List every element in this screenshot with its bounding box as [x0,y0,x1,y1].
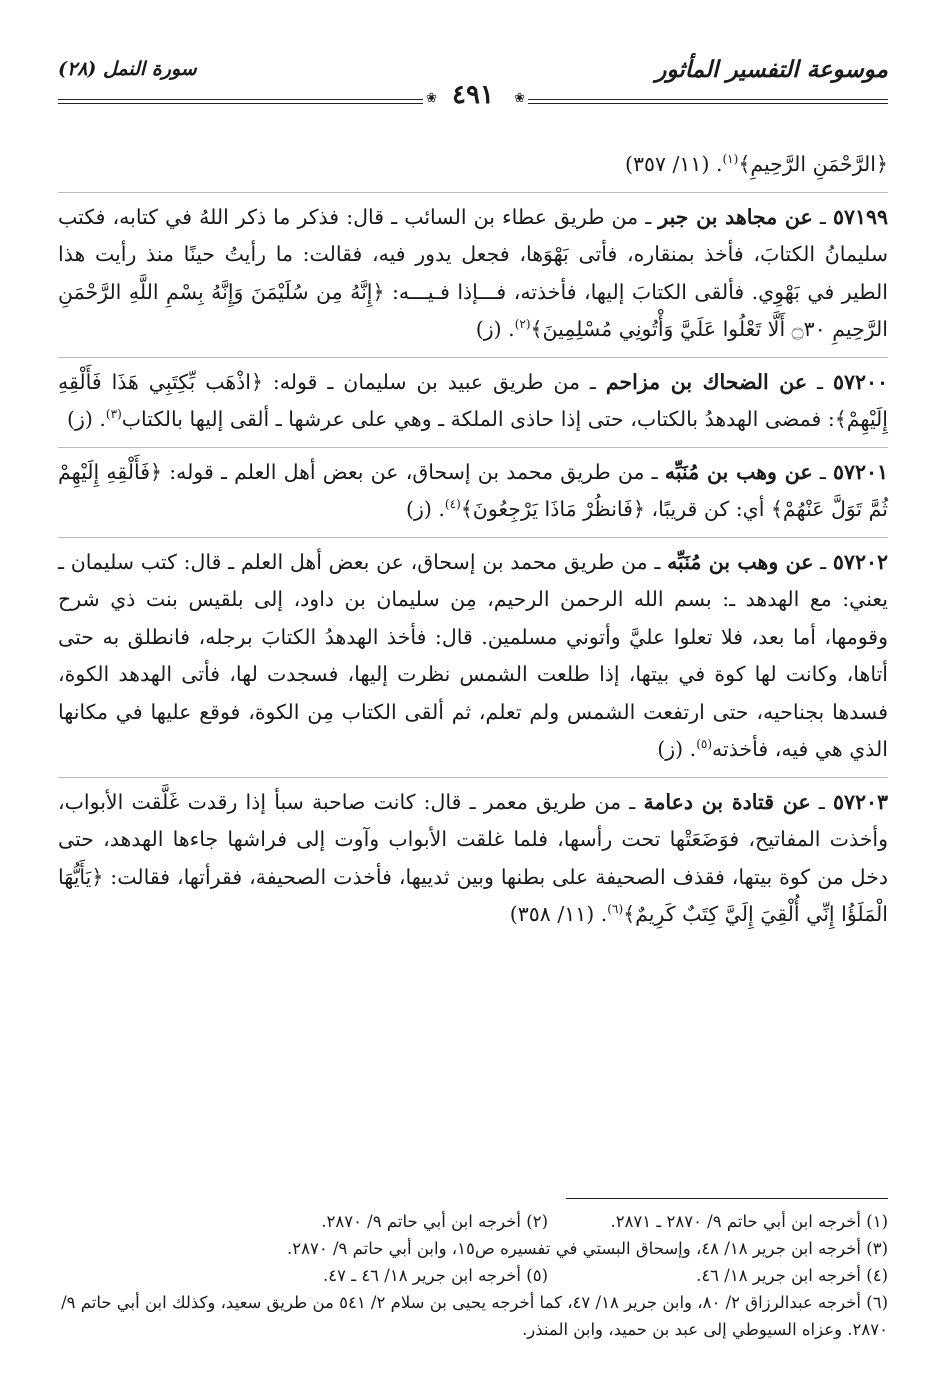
footnote-ref[interactable]: (١) [722,152,739,167]
paragraph-text: ـ من طريق عطاء بن السائب ـ قال: فذكر ما ذكر اللهُ في كتابه، فكتب سليمانُ الكتابَ، فأخذ بمنقاره، فأتى بَهْوَها، فجعل يدور فيه، فقالت: ما رأيتُ حينًا منذ رأيت هذا الطير في بَهْوِي. فألقى الكتابَ إليها، فأخذته، فـــإذا فـيـــه: ﴿إِنَّهُ مِن سُلَيْمَنَ وَإِنَّهُ بِسْمِ اللَّهِ الرَّحْمَنِ الرَّحِيمِ ۝٣٠ أَلَّا تَعْلُوا عَلَيَّ وَأْتُونِي مُسْلِمِينَ﴾ [58,204,888,341]
running-header [58,48,888,110]
paragraph: ٥٧٢٠٠ ـ عن الضحاك بن مزاحم ـ من طريق عبيد بن سليمان ـ قوله: ﴿اذْهَب بِّكِتَبِي هَذَا فَأَلْقِهِ إِلَيْهِمْ﴾: فمضى الهدهدُ بالكتاب، حتى إذا حاذى الملكة ـ وهي على عرشها ـ ألقى إليها بالكتاب$^{(٣)}$. (ز) [58,369,888,431]
divider [58,357,888,358]
divider [58,777,888,778]
reference: . (ز) [475,317,515,341]
footnote-ref[interactable]: (٤) [444,497,461,512]
footnotes [58,1208,888,1343]
book-title: موسوعة التفسير المأثور [655,56,888,83]
surah-title: سورة النمل (٢٨) [58,58,197,80]
narrator: عن مجاهد بن جبر [658,204,813,229]
narrator: عن وهب بن مُنَبِّه [667,549,814,574]
footnote-2: (٢) أخرجه ابن أبي حاتم ٩/ ٢٨٧٠. [321,1212,548,1231]
athar-number: ٥٧١٩٩ [832,204,889,229]
divider [58,192,888,193]
paragraph-text: ـ من طريق عبيد بن سليمان ـ قوله: ﴿اذْهَب بِّكِتَبِي هَذَا فَأَلْقِهِ إِلَيْهِمْ﴾: فمضى الهدهدُ بالكتاب، حتى إذا حاذى الملكة ـ وهي على عرشها ـ ألقى إليها بالكتاب [58,369,888,431]
reference: . (ز) [66,407,106,431]
reference: . (ز) [405,497,445,521]
narrator: عن وهب بن مُنَبِّه [664,459,813,484]
footnote-row [58,1262,888,1289]
divider [58,447,888,448]
athar-number: ٥٧٢٠١ [832,459,888,484]
paragraph: ٥٧٢٠١ ـ عن وهب بن مُنَبِّه ـ من طريق محمد بن إسحاق، عن بعض أهل العلم ـ قوله: ﴿فَأَلْقِهِ إِلَيْهِمْ ثُمَّ تَوَلَّ عَنْهُمْ﴾ أي: كن قريبًا، ﴿فَانظُرْ مَاذَا يَرْجِعُونَ﴾$^{(٤)}$. (ز) [58,459,888,521]
flower-ornament-icon: ❀ [514,91,525,106]
athar-number: ٥٧٢٠٣ [832,789,888,814]
paragraph [58,146,888,184]
footnote-ref[interactable]: (٦) [607,902,624,917]
narrator: عن قتادة بن دعامة [643,789,811,814]
paragraph: ٥٧١٩٩ ـ عن مجاهد بن جبر ـ من طريق عطاء بن السائب ـ قال: فذكر ما ذكر اللهُ في كتابه، فكتب سليمانُ الكتابَ، فأخذ بمنقاره، فأتى بَهْوَها، فجعل يدور فيه، فقالت: ما رأيتُ حينًا منذ رأيت هذا الطير في بَهْوِي. فألقى الكتابَ إليها، فأخذته، فـــإذا فـيـــه: ﴿إِنَّهُ مِن سُلَيْمَنَ وَإِنَّهُ بِسْمِ اللَّهِ الرَّحْمَنِ الرَّحِيمِ ۝٣٠ أَلَّا تَعْلُوا عَلَيَّ وَأْتُونِي مُسْلِمِينَ﴾$^{(٢)}$. (ز) [58,204,889,341]
narrator: عن الضحاك بن مزاحم [605,369,808,394]
reference: . (١١/ ٣٥٧) [624,152,723,176]
divider [58,537,888,538]
paragraph-text: ـ من طريق محمد بن إسحاق، عن بعض أهل العلم ـ قال: كتب سليمان ـ يعني: مع الهدهد ـ: بسم الله الرحمن الرحيم، مِن سليمان بن داود، إلى بلقيس بنت ذي شرح وقومها، أما بعد، فلا تعلوا عليَّ وأتوني مسلمين. قال: فأخذ الهدهدُ الكتابَ برجله، فانطلق به حتى أتاها، وكانت لها كوة في بيتها، إذا طلعت الشمس نظرت إليها، فسجدت لها، فأتى الهدهد الكوة، فسدها بجناحيه، حتى ارتفعت الشمس ولم تعلم، ثم ألقى الكتاب مِن الكوة، فوقع عليها في مكانها الذي هي فيه، فأخذته [58,549,888,761]
footnote-3: (٣) أخرجه ابن جرير ١٨/ ٤٨، وإسحاق البستي في تفسيره ص١٥، وابن أبي حاتم ٩/ ٢٨٧٠. [287,1239,888,1258]
footnote-6: (٦) أخرجه عبدالرزاق ٢/ ٨٠، وابن جرير ١٨/ ٤٧، كما أخرجه يحيى بن سلام ٢/ ٥٤١ من طريق سعيد، وكذلك ابن أبي حاتم ٩/ ٢٨٧٠. وعزاه السيوطي إلى عبد بن حميد، وابن المنذر. [61,1293,888,1339]
paragraph: ٥٧٢٠٣ ـ عن قتادة بن دعامة ـ من طريق معمر ـ قال: كانت صاحبة سبأ إذا رقدت غَلَّقت الأبواب، وأخذت المفاتيح، فوَضَعَتْها تحت رأسها، فلما غلقت الأبواب وآوت إلى فراشها جاءها الهدهد، حتى دخل من كوة بيتها، فقذف الصحيفة على بطنها وبين ثدييها، فأخذت الصحيفة، فقرأتها، فقالت: ﴿يَأَيُّهَا الْمَلَؤُا إِنِّي أُلْقِيَ إِلَيَّ كِتَبٌ كَرِيمٌ﴾$^{(٦)}$. (١١/ ٣٥٨) [58,789,888,926]
quran-verse: ﴿الرَّحْمَنِ الرَّحِيمِ﴾ [738,152,888,176]
footnote-5: (٥) أخرجه ابن جرير ١٨/ ٤٦ ـ ٤٧. [323,1266,548,1285]
footnote-rule [566,1198,888,1199]
athar-number: ٥٧٢٠٠ [832,369,888,394]
athar-number: ٥٧٢٠٢ [832,549,888,574]
paragraph-text: ـ من طريق محمد بن إسحاق، عن بعض أهل العلم ـ قوله: ﴿فَأَلْقِهِ إِلَيْهِمْ ثُمَّ تَوَلَّ عَنْهُمْ﴾ أي: كن قريبًا، ﴿فَانظُرْ مَاذَا يَرْجِعُونَ﴾ [58,459,888,521]
footnote-1: (١) أخرجه ابن أبي حاتم ٩/ ٢٨٧٠ ـ ٢٨٧١. [610,1212,888,1231]
page [58,48,888,110]
footnote-ref[interactable]: (٢) [514,317,531,332]
flower-ornament-icon: ❀ [426,91,437,106]
reference: . (١١/ ٣٥٨) [509,902,608,926]
footnote-ref[interactable]: (٣) [105,407,122,422]
reference: . (ز) [657,737,697,761]
paragraph: ٥٧٢٠٢ ـ عن وهب بن مُنَبِّه ـ من طريق محمد بن إسحاق، عن بعض أهل العلم ـ قال: كتب سليمان ـ يعني: مع الهدهد ـ: بسم الله الرحمن الرحيم، مِن سليمان بن داود، إلى بلقيس بنت ذي شرح وقومها، أما بعد، فلا تعلوا عليَّ وأتوني مسلمين. قال: فأخذ الهدهدُ الكتابَ برجله، فانطلق به حتى أتاها، وكانت لها كوة في بيتها، إذا طلعت الشمس نظرت إليها، فسجدت لها، فأتى الهدهد الكوة، فسدها بجناحيه، حتى ارتفعت الشمس ولم تعلم، ثم ألقى الكتاب مِن الكوة، فوقع عليها في مكانها الذي هي فيه، فأخذته$^{(٥)}$. (ز) [58,549,888,761]
page-number-bar [58,80,888,112]
page-number: ٤٩١ [452,80,494,110]
footnote-4: (٤) أخرجه ابن جرير ١٨/ ٤٦. [696,1266,888,1285]
main-text [58,146,888,934]
footnote-row [58,1208,888,1235]
footnote-ref[interactable]: (٥) [696,737,713,752]
header-rule-left [58,99,423,104]
paragraph-text: ـ من طريق معمر ـ قال: كانت صاحبة سبأ إذا رقدت غَلَّقت الأبواب، وأخذت المفاتيح، فوَضَعَتْها تحت رأسها، فلما غلقت الأبواب وآوت إلى فراشها جاءها الهدهد، حتى دخل من كوة بيتها، فقذف الصحيفة على بطنها وبين ثدييها، فأخذت الصحيفة، فقرأتها، فقالت: ﴿يَأَيُّهَا الْمَلَؤُا إِنِّي أُلْقِيَ إِلَيَّ كِتَبٌ كَرِيمٌ﴾ [58,789,888,926]
